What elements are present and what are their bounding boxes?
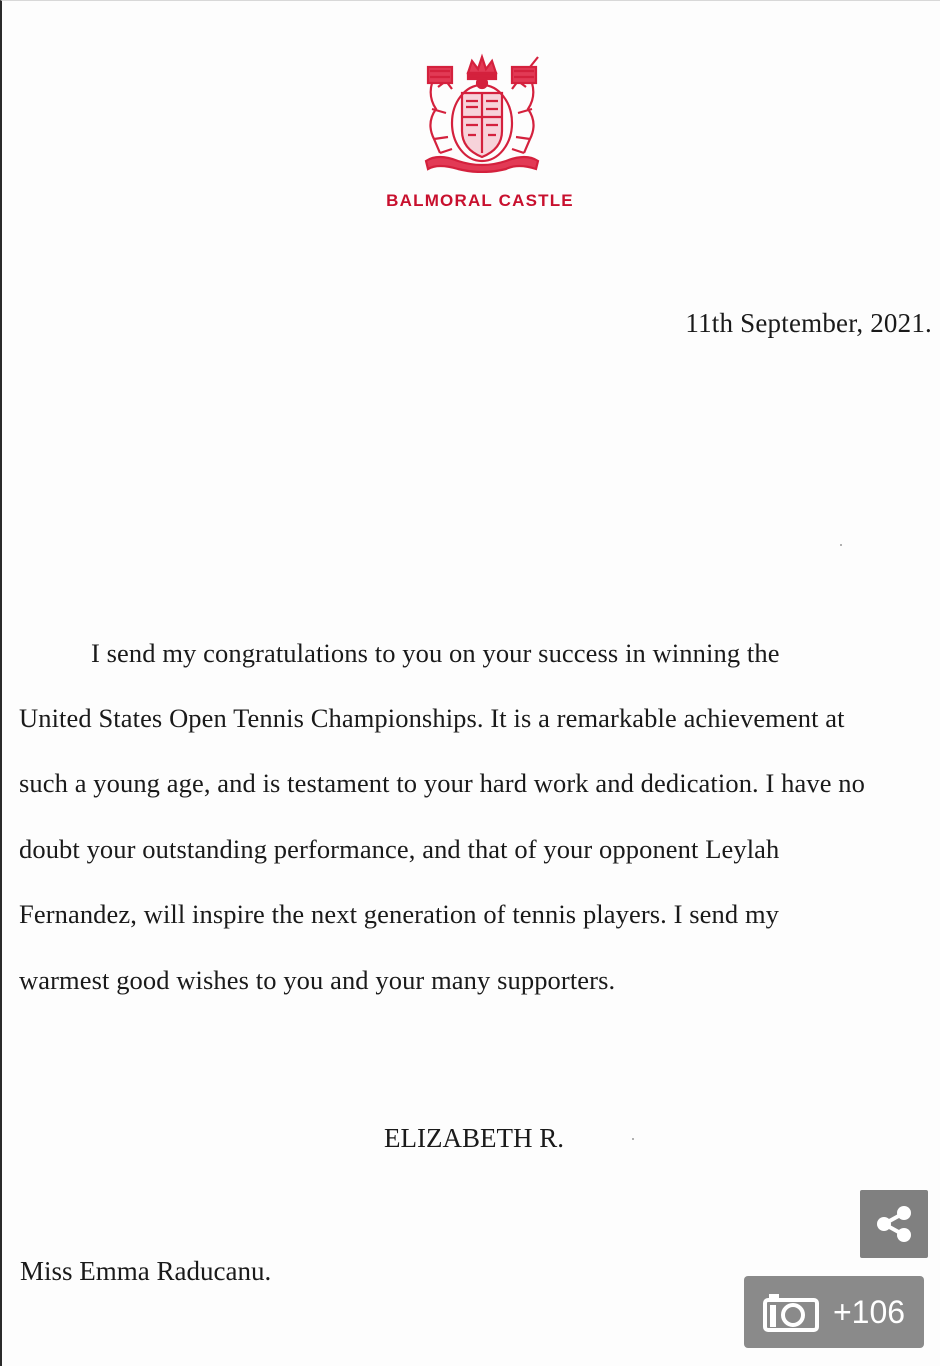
letterhead-address: BALMORAL CASTLE: [386, 191, 574, 210]
signature: ELIZABETH R.: [384, 1123, 564, 1153]
paper-speck: [632, 1138, 634, 1140]
share-icon: [872, 1202, 916, 1246]
body-line-2: United States Open Tennis Championships. It is a remarkable achievement at: [19, 703, 845, 733]
body-line-4: doubt your outstanding performance, and that of your opponent Leylah: [19, 834, 780, 864]
letter-date: 11th September, 2021.: [685, 308, 932, 338]
gallery-button[interactable]: [744, 1276, 924, 1348]
body-line-6: warmest good wishes to you and your many supporters.: [19, 965, 616, 995]
share-button[interactable]: [860, 1190, 928, 1258]
camera-icon: [763, 1292, 819, 1332]
body-line-1: I send my congratulations to you on your success in winning the: [91, 638, 780, 668]
royal-crest-emblem: [418, 53, 546, 173]
gallery-count: +106: [832, 1293, 906, 1330]
paper-speck: [840, 544, 842, 546]
body-line-3: such a young age, and is testament to your hard work and dedication. I have no: [19, 768, 865, 798]
addressee: Miss Emma Raducanu.: [20, 1256, 272, 1286]
body-line-5: Fernandez, will inspire the next generation of tennis players. I send my: [19, 899, 780, 929]
